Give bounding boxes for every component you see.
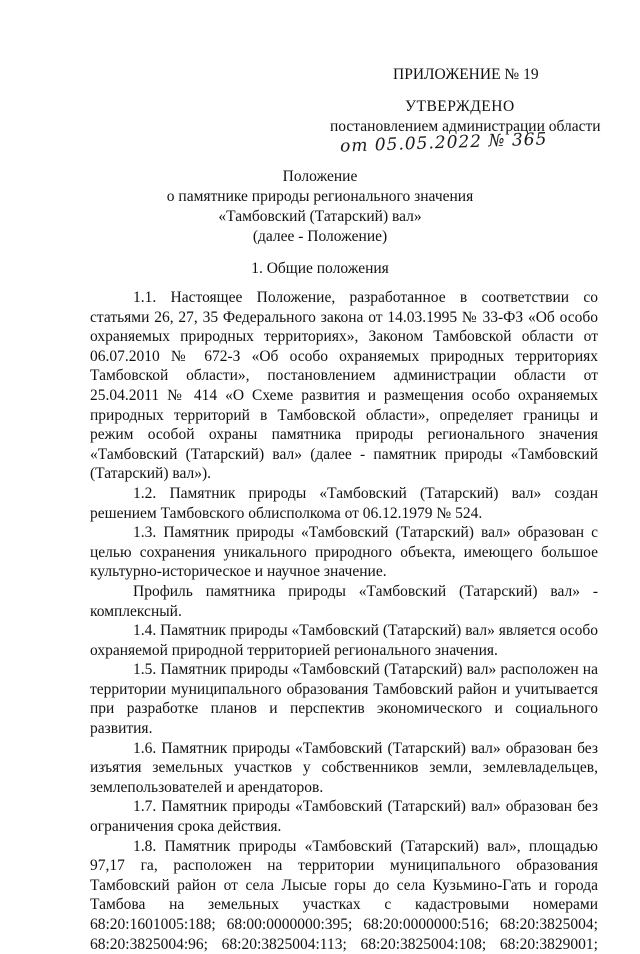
paragraph-profile: Профиль памятника природы «Тамбовский (Татарский) вал» - комплексный. [90, 582, 598, 620]
title-line-3: «Тамбовский (Татарский) вал» [218, 208, 422, 225]
appendix-label: ПРИЛОЖЕНИЕ № 19 [393, 66, 539, 83]
paragraph-1-6: 1.6. Памятник природы «Тамбовский (Татарский) вал» образован без изъятия земельных участков у собственников земли, землевладельцев, землепользователей и арендаторов. [90, 739, 598, 796]
paragraph-1-8: 1.8. Памятник природы «Тамбовский (Татарский) вал», площадью 97,17 га, расположен на территории муниципального образования Тамбовский район от села Лысые горы до села Кузьмино-Гать и города Тамбова на земельных участках с кадастровыми номерами 68:20:1601005:188; 68:00:0000000:395; 68:20:0000000:516; 68:20:3825004; 68:20:3825004:96; 68:20:3825004:113; 68:20:3825004:108; 68:20:3829001; [90, 837, 598, 953]
title-line-4: (далее - Положение) [252, 228, 388, 245]
document-body [90, 288, 598, 954]
paragraph-1-5: 1.5. Памятник природы «Тамбовский (Татарский) вал» расположен на территории муниципального образования Тамбовский район и учитывается при разработке планов и перспектив экономического и социального развития. [90, 661, 598, 738]
paragraph-1-4: 1.4. Памятник природы «Тамбовский (Татарский) вал» является особо охраняемой природной территорией регионального значения. [90, 622, 598, 659]
title-line-2: о памятнике природы регионального значения [166, 188, 474, 205]
paragraph-1-1: 1.1. Настоящее Положение, разработанное в соответствии со статьями 26, 27, 35 Федерального закона от 14.03.1995 № 33-ФЗ «Об особо охраняемых природных территориях», Законом Тамбовской области от 06.07.2010 № 672-З «Об особо охраняемых природных территориях Тамбовской области», постановлением администрации области от 25.04.2011 № 414 «О Схеме развития и размещения особо охраняемых природных территорий в Тамбовской области», определяет границы и режим особой охраны памятника природы регионального значения «Тамбовский (Татарский) вал» (далее - памятник природы «Тамбовский (Татарский) вал»). [90, 289, 598, 483]
section-heading: 1. Общие положения [251, 260, 389, 277]
handwritten-date-number: от 05.05.2022 № 365 [339, 129, 548, 157]
paragraph-1-7: 1.7. Памятник природы «Тамбовский (Татарский) вал» образован без ограничения срока действия. [90, 798, 598, 836]
title-line-1: Положение [282, 168, 358, 185]
resolution-label: постановлением администрации области [330, 118, 601, 135]
approved-label: УТВЕРЖДЕНО [405, 98, 515, 115]
paragraph-1-3: 1.3. Памятник природы «Тамбовский (Татарский) вал» образован с целью сохранения уникального природного объекта, имеющего большое культурно-историческое и научное значение. [90, 524, 598, 581]
paragraph-1-2: 1.2. Памятник природы «Тамбовский (Татарский) вал» создан решением Тамбовского облисполкома от 06.12.1979 № 524. [90, 484, 598, 522]
